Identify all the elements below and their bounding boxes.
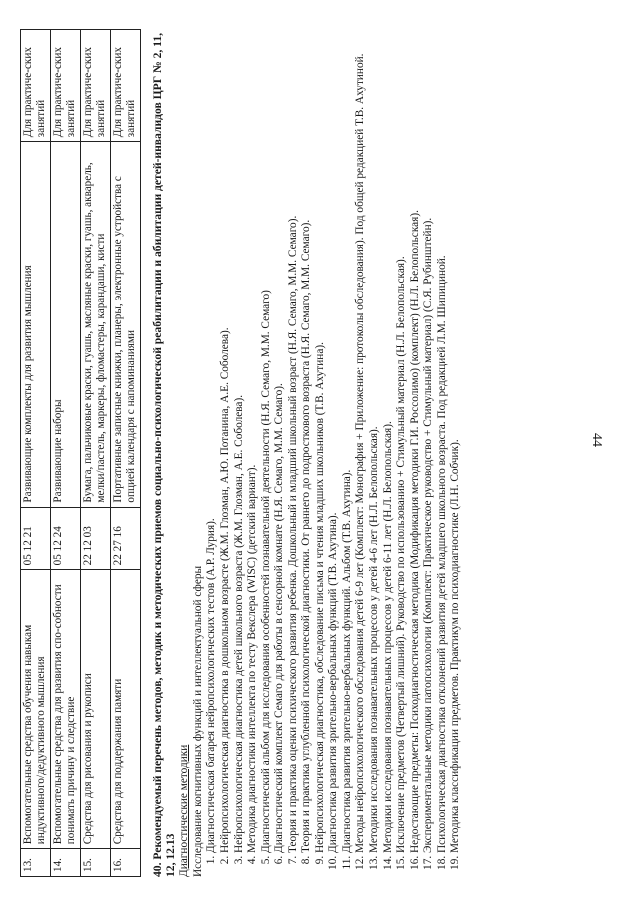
methods-section <box>151 23 463 877</box>
equipment-table <box>20 29 141 877</box>
table-row <box>21 30 51 877</box>
list-item: 16. Недостающие предметы: Психодиагностическая методика (Модификация методики Г.И. Россолимо) (комплект) (Н.Л. Белопольская). <box>409 23 423 853</box>
table-cell-code: 05 12 24 <box>50 507 80 570</box>
table-row <box>80 30 110 877</box>
equipment-table-body <box>21 30 141 877</box>
list-item: 4. Методика диагностики интеллекта по тесту Векслера (WISC) (детский вариант). <box>246 23 260 853</box>
methods-list <box>205 23 462 877</box>
list-item: 5. Диагностический альбом для исследования особенностей познавательной деятельности (Н.Я. Семаго, М.М. Семаго) <box>260 23 274 853</box>
table-cell-name: Средства для поддержания памяти <box>110 570 140 849</box>
table-cell-code: 05 12 21 <box>21 507 51 570</box>
table-cell-use: Для практиче-ских занятий <box>50 30 80 142</box>
list-item: 15. Исключение предметов (Четвертый лишний). Руководство по использованию + Стимульный материал (Н.Л. Белопольская). <box>395 23 409 853</box>
list-item: 12. Методы нейропсихологического обследования детей 6-9 лет (Комплект: Монография + Приложение: протоколы обследования). Под общей редакцией Т.В. Ахутиной. <box>354 23 368 853</box>
table-cell-use: Для практиче-ских занятий <box>80 30 110 142</box>
list-item: 19. Методика классификации предметов. Практикум по психодиагностике (Л.Н. Собчик). <box>449 23 463 853</box>
list-item: 14. Методики исследования познавательных процессов у детей 6-11 лет (Н.Л. Белопольская). <box>382 23 396 853</box>
table-cell-use: Для практиче-ских занятий <box>110 30 140 142</box>
table-row <box>50 30 80 877</box>
table-cell-code: 22 12 03 <box>80 507 110 570</box>
rotated-page-content <box>20 23 600 883</box>
table-cell-desc: Развивающие наборы <box>50 142 80 507</box>
list-item: 2. Нейропсихологическая диагностика в дошкольном возрасте (Ж.М. Глозман, А.Ю. Потанина, А.Е. Соболева). <box>219 23 233 853</box>
list-item: 6. Диагностический комплект Семаго для работы в сенсорной комнате (Н.Я. Семаго, М.М. Семаго). <box>273 23 287 853</box>
table-cell-desc: Бумага, пальчиковые краски, гуашь, масляные краски, гуашь, акварель, мелки/пастель, маркеры, фломастеры, карандаши, кисти <box>80 142 110 507</box>
list-item: 10. Диагностика развития зрительно-вербальных функций (Т.В. Ахутина). <box>327 23 341 853</box>
list-item: 3. Нейропсихологическая диагностика детей школьного возраста (Ж.М. Глозман, А.Е. Соболева). <box>233 23 247 853</box>
list-item: 11. Диагностика развития зрительно-вербальных функций. Альбом (Т.В. Ахутина). <box>341 23 355 853</box>
table-cell-code: 22 27 16 <box>110 507 140 570</box>
list-item: 17. Экспериментальные методики патопсихологии (Комплект: Практическое руководство + Стимульный материал) (С.Я. Рубинштейн). <box>422 23 436 853</box>
section-intro: Исследование когнитивных функций и интеллектуальной сферы <box>191 565 204 877</box>
section-title: 40. Рекомендуемый перечень методов, методик и методических приемов социально-психологической реабилитации и абилитации детей-инвалидов ЦРГ № 2, 11, 12, 12.13 <box>150 32 178 877</box>
table-cell-num: 14. <box>50 849 80 877</box>
list-item: 8. Теория и практика углубленной психологической диагностики. От раннего до подросткового возраста (Н.Я. Семаго, М.М. Семаго). <box>300 23 314 853</box>
table-cell-name: Вспомогательные средства для развития спо-собности понимать причину и следствие <box>50 570 80 849</box>
section-subtitle: Диагностические методики <box>178 744 191 877</box>
table-cell-num: 13. <box>21 849 51 877</box>
table-cell-name: Средства для рисования и рукописи <box>80 570 110 849</box>
list-item: 18. Психологическая диагностика отклонений развития детей младшего школьного возраста. Под редакцией Л.М. Шипициной. <box>436 23 450 853</box>
table-cell-desc: Развивающие комплекты для развития мышления <box>21 142 51 507</box>
list-item: 9. Нейропсихологическая диагностика, обследование письма и чтения младших школьников (Т.В. Ахутина). <box>314 23 328 853</box>
list-item: 7. Теория и практика оценки психического развития ребенка. Дошкольный и младший школьный возраст (Н.Я. Семаго, М.М. Семаго). <box>287 23 301 853</box>
table-cell-num: 16. <box>110 849 140 877</box>
list-item: 1. Диагностическая батарея нейропсихологических тестов (А.Р. Лурия). <box>205 23 219 853</box>
table-cell-name: Вспомогательные средства обучения навыкам индуктивного/дедуктивного мышления <box>21 570 51 849</box>
table-cell-num: 15. <box>80 849 110 877</box>
table-row <box>110 30 140 877</box>
list-item: 13. Методики исследования познавательных процессов у детей 4-6 лет (Н.Л. Белопольская). <box>368 23 382 853</box>
table-cell-use: Для практиче-ских занятий <box>21 30 51 142</box>
table-cell-desc: Портативные записные книжки, планеры, электронные устройства с опцией календаря с напоминаниями <box>110 142 140 507</box>
page-number: 44 <box>589 433 604 447</box>
